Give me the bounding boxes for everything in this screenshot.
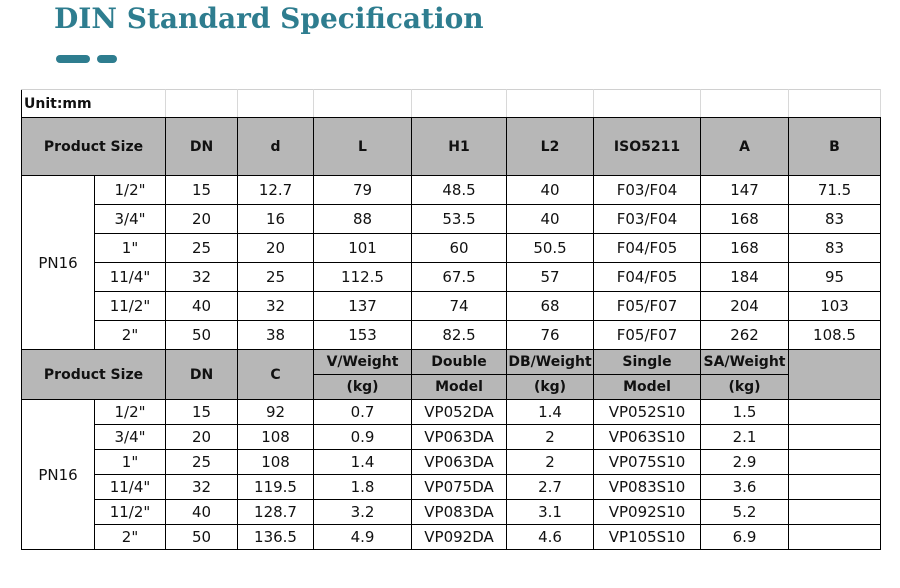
header-db-weight: DB/Weight [507,350,594,375]
table-cell: 6.9 [701,525,789,550]
table-cell: 2" [95,321,166,350]
table-cell: F04/F05 [594,263,701,292]
table-cell: 0.7 [314,400,412,425]
table-cell: F05/F07 [594,292,701,321]
header-l2: L2 [507,118,594,176]
header-double-model: Double [412,350,507,375]
table-cell: F04/F05 [594,234,701,263]
table-cell: 25 [166,450,238,475]
table-cell: 1.8 [314,475,412,500]
table-cell: 1/2" [95,176,166,205]
table1-header-row [22,118,881,176]
table-cell: VP052DA [412,400,507,425]
table-cell: 12.7 [238,176,314,205]
table-cell: 83 [789,234,881,263]
table-cell: 262 [701,321,789,350]
table-cell: 25 [166,234,238,263]
header-single-model: Single [594,350,701,375]
table-cell: 92 [238,400,314,425]
table-cell: 88 [314,205,412,234]
table-cell: 4.9 [314,525,412,550]
table-cell: 68 [507,292,594,321]
table-row [22,292,881,321]
table-cell: 67.5 [412,263,507,292]
empty-cell [789,425,881,450]
table-cell: 32 [238,292,314,321]
header-v-weight: V/Weight [314,350,412,375]
table-cell: 11/2" [95,500,166,525]
table-cell: VP052S10 [594,400,701,425]
header-d: d [238,118,314,176]
table-cell: 48.5 [412,176,507,205]
table-cell: VP063S10 [594,425,701,450]
table-cell: VP092S10 [594,500,701,525]
header-sa-weight-unit: (kg) [701,375,789,400]
table-cell: 60 [412,234,507,263]
table-cell: 11/4" [95,263,166,292]
table-cell: 3/4" [95,425,166,450]
header-double-model-2: Model [412,375,507,400]
table-cell: VP063DA [412,425,507,450]
table-cell: 40 [507,205,594,234]
table-cell: 2.7 [507,475,594,500]
table-row [22,475,881,500]
table-cell: 3.2 [314,500,412,525]
table-cell: 3/4" [95,205,166,234]
table-cell: 50 [166,525,238,550]
unit-label: Unit:mm [22,90,166,118]
header-empty [789,350,881,400]
table-cell: 32 [166,263,238,292]
table-cell: 2.1 [701,425,789,450]
table-row [22,400,881,425]
table-cell: 2 [507,425,594,450]
table-cell: 50.5 [507,234,594,263]
table-cell: 5.2 [701,500,789,525]
header-dn: DN [166,118,238,176]
group-label-pn16: PN16 [22,176,95,350]
table-row [22,321,881,350]
table-cell: 119.5 [238,475,314,500]
table-row [22,205,881,234]
table-cell: 1.4 [314,450,412,475]
table-cell: VP092DA [412,525,507,550]
table-row [22,234,881,263]
table-cell: VP083S10 [594,475,701,500]
table-cell: 1" [95,450,166,475]
title-underline-dash-short [97,55,117,63]
table-cell: 20 [166,205,238,234]
page-title: DIN Standard Specification [54,2,484,35]
table2-header-row [22,350,881,375]
table-cell: 0.9 [314,425,412,450]
table-cell: 1" [95,234,166,263]
table-cell: 112.5 [314,263,412,292]
table-cell: 53.5 [412,205,507,234]
header-iso5211: ISO5211 [594,118,701,176]
header-product-size: Product Size [22,118,166,176]
header-b: B [789,118,881,176]
table-cell: 108 [238,450,314,475]
header-sa-weight: SA/Weight [701,350,789,375]
table-cell: 32 [166,475,238,500]
table-cell: 57 [507,263,594,292]
table-row [22,263,881,292]
header-c: C [238,350,314,400]
table-cell: 76 [507,321,594,350]
empty-cell [789,450,881,475]
table-cell: 3.1 [507,500,594,525]
header-dn: DN [166,350,238,400]
table-cell: 38 [238,321,314,350]
table-row [22,176,881,205]
header-single-model-2: Model [594,375,701,400]
table-cell: VP083DA [412,500,507,525]
table-cell: 25 [238,263,314,292]
table-cell: 74 [412,292,507,321]
header-product-size: Product Size [22,350,166,400]
empty-cell [789,475,881,500]
unit-row [22,90,881,118]
table-cell: 40 [166,500,238,525]
table-cell: 137 [314,292,412,321]
table-cell: F03/F04 [594,205,701,234]
table-cell: 83 [789,205,881,234]
header-a: A [701,118,789,176]
header-db-weight-unit: (kg) [507,375,594,400]
spec-table [21,89,881,550]
table-cell: 168 [701,234,789,263]
group-label-pn16: PN16 [22,400,95,550]
table-cell: 3.6 [701,475,789,500]
table-cell: 1/2" [95,400,166,425]
table-cell: 136.5 [238,525,314,550]
table-cell: 82.5 [412,321,507,350]
table-cell: 2.9 [701,450,789,475]
table-cell: 1.4 [507,400,594,425]
table-cell: 11/4" [95,475,166,500]
table-cell: 71.5 [789,176,881,205]
table-cell: 20 [166,425,238,450]
table-cell: 108 [238,425,314,450]
table-cell: 108.5 [789,321,881,350]
table-cell: 1.5 [701,400,789,425]
table-cell: 4.6 [507,525,594,550]
table-cell: 128.7 [238,500,314,525]
empty-cell [789,525,881,550]
table-cell: F05/F07 [594,321,701,350]
table-row [22,450,881,475]
header-h1: H1 [412,118,507,176]
empty-cell [789,500,881,525]
table-cell: VP075S10 [594,450,701,475]
table-cell: 11/2" [95,292,166,321]
table-cell: 168 [701,205,789,234]
table-cell: 20 [238,234,314,263]
table-cell: 15 [166,400,238,425]
empty-cell [789,400,881,425]
table-cell: VP063DA [412,450,507,475]
header-v-weight-unit: (kg) [314,375,412,400]
table-cell: 50 [166,321,238,350]
table-cell: 204 [701,292,789,321]
table-cell: 79 [314,176,412,205]
table-cell: 2 [507,450,594,475]
table-row [22,425,881,450]
table-cell: 101 [314,234,412,263]
table-cell: 153 [314,321,412,350]
table-cell: 184 [701,263,789,292]
table-cell: VP105S10 [594,525,701,550]
table-cell: 2" [95,525,166,550]
table-cell: 95 [789,263,881,292]
table-cell: 103 [789,292,881,321]
title-underline-dash [56,55,90,63]
table-cell: F03/F04 [594,176,701,205]
table-cell: 147 [701,176,789,205]
table-cell: VP075DA [412,475,507,500]
table-cell: 40 [507,176,594,205]
table-cell: 40 [166,292,238,321]
table-row [22,525,881,550]
header-l: L [314,118,412,176]
table-cell: 16 [238,205,314,234]
table-row [22,500,881,525]
table-cell: 15 [166,176,238,205]
